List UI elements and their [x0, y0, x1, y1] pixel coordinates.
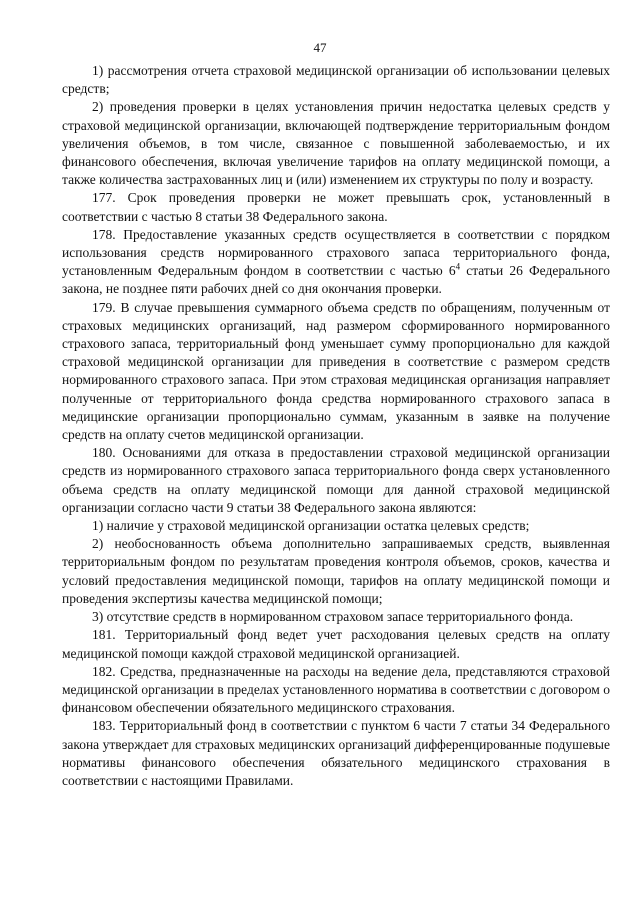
paragraph-178-text-start: 178. Предоставление указанных средств осуществляется в соответствии с порядком использования средств нормированного страхового запаса территориального фонда, установленным Федеральным фондом в соответствии с частью 6	[62, 226, 610, 279]
paragraph-178	[62, 226, 610, 299]
document-body	[62, 62, 610, 790]
page-number: 47	[313, 40, 327, 55]
paragraph-183: 183. Территориальный фонд в соответствии с пунктом 6 части 7 статьи 34 Федерального закона утверждает для страховых медицинских организаций дифференцированные подушевые нормативы финансового обеспечения обязательного медицинского страхования в соответствии с настоящими Правилами.	[62, 718, 610, 788]
paragraph-180: 180. Основаниями для отказа в предоставлении страховой медицинской организации средств из нормированного страхового запаса территориального фонда сверх установленного объема средств на оплату медицинской помощи для данной страховой медицинской организации согласно части 9 статьи 38 Федерального закона являются:	[62, 445, 610, 515]
paragraph-182: 182. Средства, предназначенные на расходы на ведение дела, представляются страховой медицинской организации в пределах установленного норматива в соответствии с договором о финансовом обеспечении обязательного медицинского страхования.	[62, 663, 610, 716]
paragraph-item-2: 2) проведения проверки в целях установления причин недостатка целевых средств у страховой медицинской организации, включающей подтверждение территориальным фондом увеличения объемов, в том числе, связанное с повышенной заболеваемостью, и их финансового обеспечения, включая увеличение тарифов на оплату медицинской помощи, а также количества застрахованных лиц и (или) изменением их структуры по полу и возрасту.	[62, 99, 610, 188]
paragraph-178-text-end: статьи 26 Федерального закона, не позднее пяти рабочих дней со дня окончания проверки.	[62, 263, 611, 297]
paragraph-177: 177. Срок проведения проверки не может превышать срок, установленный в соответствии с частью 8 статьи 38 Федерального закона.	[62, 190, 610, 224]
paragraph-item-1: 1) рассмотрения отчета страховой медицинской организации об использовании целевых средств;	[62, 63, 610, 97]
paragraph-180-item-3: 3) отсутствие средств в нормированном страховом запасе территориального фонда.	[92, 609, 574, 625]
paragraph-181: 181. Территориальный фонд ведет учет расходования целевых средств на оплату медицинской помощи каждой страховой медицинской организацией.	[62, 627, 610, 661]
paragraph-179: 179. В случае превышения суммарного объема средств по обращениям, полученным от страховых медицинских организаций, над размером сформированного нормированного страхового запаса, территориальный фонд уменьшает сумму пропорционально для каждой страховой медицинской организации для приведения в соответствие с размером средств нормированного страхового запаса. При этом страховая медицинская организация направляет полученные от территориального фонда средства нормированного страхового запаса в медицинские организации пропорционально суммам, указанным в заявке на получение средств на оплату счетов медицинской организации.	[62, 299, 610, 443]
paragraph-178-superscript: 4	[455, 261, 461, 272]
paragraph-180-item-1: 1) наличие у страховой медицинской организации остатка целевых средств;	[92, 518, 530, 534]
paragraph-180-item-2: 2) необоснованность объема дополнительно запрашиваемых средств, выявленная территориальным фондом по результатам проведения контроля объемов, сроков, качества и условий предоставления медицинской помощи, тарифов на оплату медицинской помощи и проведения экспертизы качества медицинской помощи;	[62, 536, 610, 606]
